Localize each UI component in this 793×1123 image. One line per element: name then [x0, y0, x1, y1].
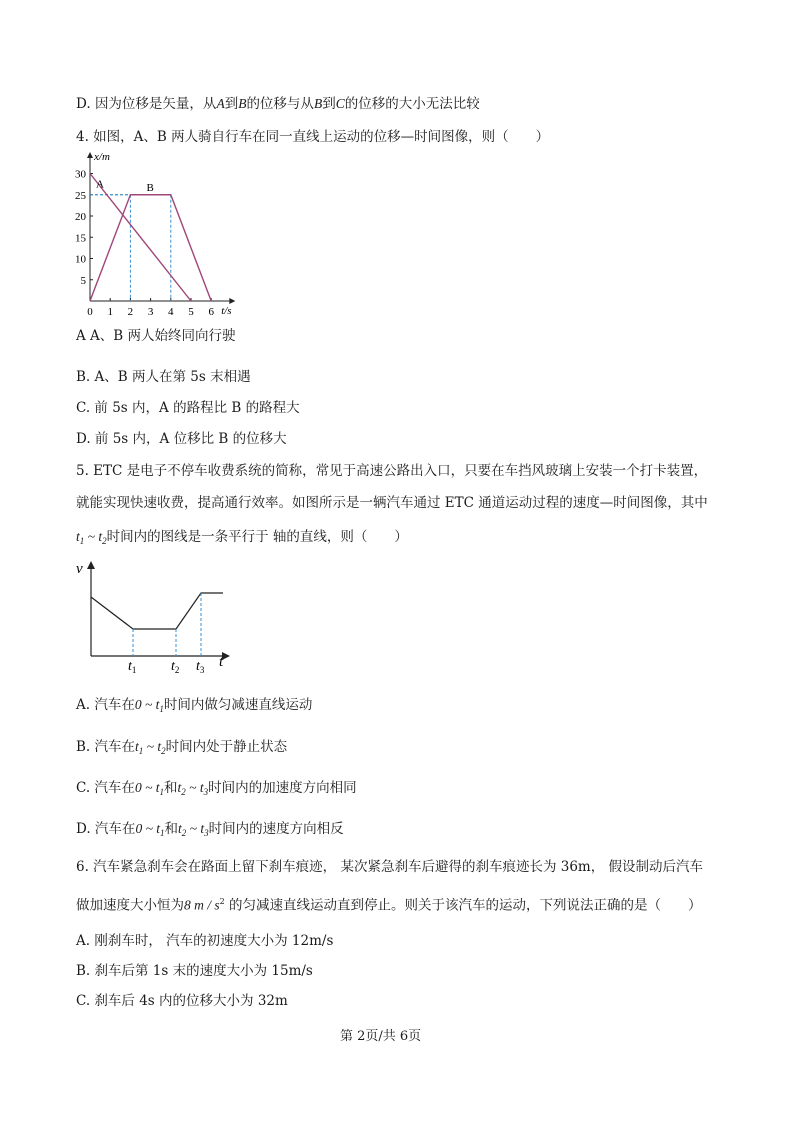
y-tick-label: 30: [75, 168, 86, 181]
q5-line1: 5. ETC 是电子不停车收费系统的简称，常见于高速公路出入口，只要在车挡风玻璃上安装一个打卡装置，: [76, 463, 708, 479]
q3-option-d: D. 因为位移是矢量，从A到B的位移与从B到C的位移的大小无法比较: [76, 96, 480, 112]
q5-option-b: B. 汽车在$t_1$ ~ $t_2$时间内处于静止状态: [76, 739, 288, 756]
q4-option-d: D. 前 5s 内，A 位移比 B 的位移大: [76, 431, 287, 447]
velocity-line: [91, 593, 223, 629]
x-tick-label: 1: [107, 306, 113, 318]
xt-plot: [75, 151, 235, 318]
series-label-B: B: [146, 181, 154, 194]
q5-option-a: A. 汽车在0 ~ $t_1$时间内做匀减速直线运动: [76, 697, 313, 714]
q4-option-b: B. A、B 两人在第 5s 末相遇: [76, 369, 251, 385]
y-axis-arrow: [87, 561, 95, 569]
q6-line2: 做加速度大小恒为8 m / $s^2$ 的匀减速直线运动直到停止。则关于该汽车的运动，下列说法正确的是（ ）: [76, 897, 702, 914]
q4-stem: 4. 如图，A、B 两人骑自行车在同一直线上运动的位移—时间图像，则（ ）: [76, 129, 550, 145]
q6-option-a: A. 刚刹车时， 汽车的初速度大小为 12m/s: [76, 933, 334, 949]
y-tick-label: 20: [75, 211, 86, 223]
y-axis-arrow: [87, 152, 93, 158]
vt-plot: [76, 561, 230, 675]
x-tick-label: 5: [188, 306, 194, 318]
q6-line1: 6. 汽车紧急刹车会在路面上留下刹车痕迹， 某次紧急刹车后避得的刹车痕迹长为 36m， 假设制动后汽车: [76, 859, 704, 875]
x-tick-label: $t_3$: [196, 659, 205, 675]
q6-option-b: B. 刹车后第 1s 末的速度大小为 15m/s: [76, 963, 313, 979]
q5-option-d: D. 汽车在0 ~ $t_1$和$t_2$ ~ $t_3$时间内的速度方向相反: [76, 821, 344, 838]
y-tick-label: 10: [75, 253, 86, 266]
x-tick-label: 6: [208, 306, 214, 318]
x-tick-label: 0: [87, 306, 93, 318]
x-tick-label: 3: [147, 306, 154, 318]
y-tick-label: 15: [75, 232, 86, 245]
y-tick-label: 5: [80, 274, 86, 287]
x-axis-arrow: [229, 298, 235, 304]
q4-option-c: C. 前 5s 内，A 的路程比 B 的路程大: [76, 400, 300, 416]
x-tick-label: $t_2$: [171, 659, 180, 675]
q4-option-a: A A、B 两人始终同向行驶: [76, 328, 236, 344]
y-axis-label: v: [76, 561, 83, 577]
q5-line3: $t_1$ ~ $t_2$时间内的图线是一条平行于 轴的直线，则（ ）: [76, 529, 408, 546]
q5-option-c: C. 汽车在0 ~ $t_1$和$t_2$ ~ $t_3$时间内的加速度方向相同: [76, 780, 357, 797]
q5-vt-chart: [76, 557, 236, 679]
x-tick-label: 2: [127, 306, 134, 318]
x-tick-label: 4: [168, 306, 174, 318]
q5-line2: 就能实现快速收费，提高通行效率。如图所示是一辆汽车通过 ETC 通道运动过程的速度—时间图像，其中: [76, 495, 708, 511]
x-axis-arrow: [222, 652, 230, 660]
y-axis-label: x/m: [94, 151, 110, 163]
x-axis-label: t: [219, 654, 224, 670]
x-tick-label: $t_1$: [128, 659, 137, 675]
series-line-B: [90, 195, 211, 301]
series-label-A: A: [96, 178, 105, 191]
page-footer: 第 2页/共 6页: [340, 1029, 422, 1044]
q4-xt-chart: [66, 148, 256, 320]
q6-option-c: C. 刹车后 4s 内的位移大小为 32m: [76, 993, 288, 1009]
series-line-A: [90, 174, 191, 302]
x-axis-label: t/s: [221, 305, 232, 317]
y-tick-label: 25: [75, 189, 86, 202]
